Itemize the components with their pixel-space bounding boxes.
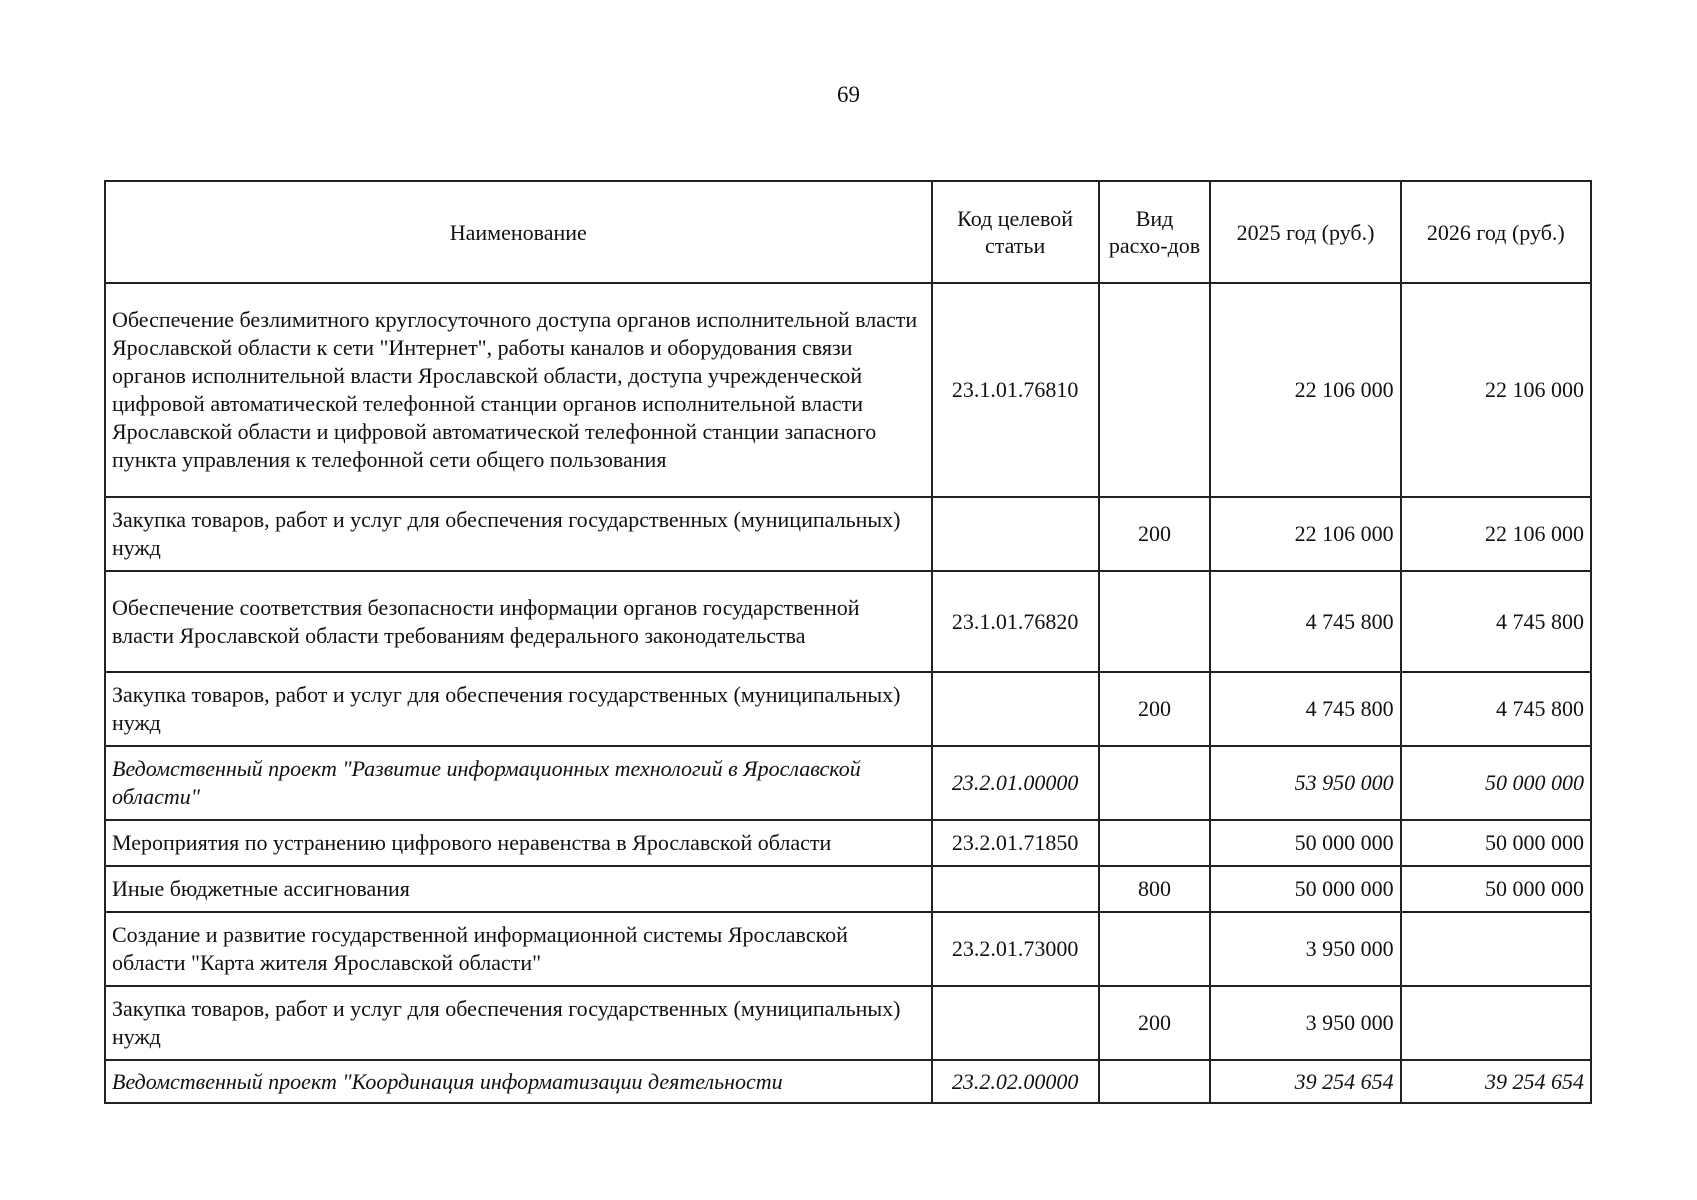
table-row [105,912,1591,986]
row-code [932,866,1099,912]
row-kind [1099,283,1211,497]
row-name: Ведомственный проект "Координация информатизации деятельности [105,1060,932,1103]
table-row [105,1060,1591,1103]
row-2025: 4 745 800 [1210,672,1400,746]
row-code: 23.2.02.00000 [932,1060,1099,1103]
row-kind [1099,1060,1211,1103]
row-2025: 50 000 000 [1210,820,1400,866]
header-kind: Вид расхо-дов [1099,181,1211,283]
table-header-row [105,181,1591,283]
table-row [105,986,1591,1060]
page-number: 69 [837,82,860,107]
row-name: Обеспечение безлимитного круглосуточного доступа органов исполнительной власти Ярославской области к сети "Интернет", работы каналов и оборудования связи органов исполнительной власти Ярославской области, доступа учрежденческой цифровой автоматической телефонной станции органов исполнительной власти Ярославской области и цифровой автоматической телефонной станции запасного пункта управления к телефонной сети общего пользования [105,283,932,497]
table-row [105,746,1591,820]
row-code: 23.2.01.71850 [932,820,1099,866]
row-2026: 4 745 800 [1401,672,1591,746]
row-kind: 200 [1099,986,1211,1060]
row-2026: 39 254 654 [1401,1060,1591,1103]
row-2025: 22 106 000 [1210,497,1400,571]
row-2026: 22 106 000 [1401,283,1591,497]
row-2025: 3 950 000 [1210,986,1400,1060]
row-name: Закупка товаров, работ и услуг для обеспечения государственных (муниципальных) нужд [105,497,932,571]
table-body [105,283,1591,1103]
row-name: Иные бюджетные ассигнования [105,866,932,912]
row-2026 [1401,986,1591,1060]
table-row [105,571,1591,672]
row-code: 23.2.01.73000 [932,912,1099,986]
row-2025: 39 254 654 [1210,1060,1400,1103]
row-kind: 200 [1099,497,1211,571]
table-row [105,820,1591,866]
row-code [932,986,1099,1060]
row-code [932,497,1099,571]
row-kind: 200 [1099,672,1211,746]
budget-table [104,180,1592,1104]
row-name: Создание и развитие государственной информационной системы Ярославской области "Карта жителя Ярославской области" [105,912,932,986]
row-2026: 50 000 000 [1401,746,1591,820]
row-2025: 22 106 000 [1210,283,1400,497]
header-code: Код целевой статьи [932,181,1099,283]
row-code [932,672,1099,746]
row-name: Закупка товаров, работ и услуг для обеспечения государственных (муниципальных) нужд [105,672,932,746]
row-kind [1099,746,1211,820]
header-2025: 2025 год (руб.) [1210,181,1400,283]
row-name: Ведомственный проект "Развитие информационных технологий в Ярославской области" [105,746,932,820]
header-name: Наименование [105,181,932,283]
row-code: 23.1.01.76810 [932,283,1099,497]
row-kind [1099,571,1211,672]
row-2026: 4 745 800 [1401,571,1591,672]
table-row [105,672,1591,746]
row-kind [1099,820,1211,866]
row-2025: 3 950 000 [1210,912,1400,986]
row-code: 23.1.01.76820 [932,571,1099,672]
row-2026: 50 000 000 [1401,820,1591,866]
row-2026: 22 106 000 [1401,497,1591,571]
row-code: 23.2.01.00000 [932,746,1099,820]
header-2026: 2026 год (руб.) [1401,181,1591,283]
row-2025: 53 950 000 [1210,746,1400,820]
row-name: Мероприятия по устранению цифрового неравенства в Ярославской области [105,820,932,866]
table-row [105,866,1591,912]
row-2025: 4 745 800 [1210,571,1400,672]
table-row [105,283,1591,497]
row-2026 [1401,912,1591,986]
row-2026: 50 000 000 [1401,866,1591,912]
row-2025: 50 000 000 [1210,866,1400,912]
row-kind [1099,912,1211,986]
table-row [105,497,1591,571]
row-kind: 800 [1099,866,1211,912]
row-name: Обеспечение соответствия безопасности информации органов государственной власти Ярославской области требованиям федерального законодательства [105,571,932,672]
row-name: Закупка товаров, работ и услуг для обеспечения государственных (муниципальных) нужд [105,986,932,1060]
